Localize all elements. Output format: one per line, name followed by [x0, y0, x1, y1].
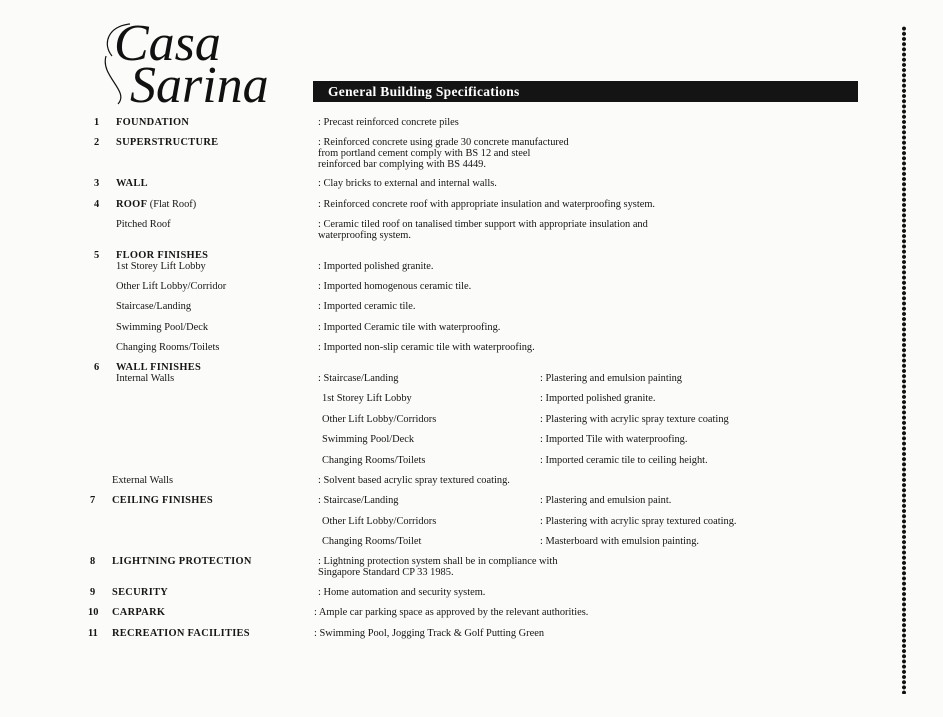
section-label: WALL FINISHES [116, 362, 202, 373]
section-number: 9 [90, 587, 96, 598]
finish-value: : Plastering with acrylic spray textured coating. [540, 516, 737, 527]
logo-line2: Sarina [130, 57, 269, 108]
section-number: 4 [94, 199, 100, 210]
section-value: : Reinforced concrete using grade 30 concrete manufactured from portland cement comply with BS 12 and steel reinforced bar complying with BS 4449. [318, 137, 569, 170]
roof-note: (Flat Roof) [149, 199, 197, 210]
section-label: CARPARK [112, 607, 166, 618]
internal-walls-label: Internal Walls [116, 373, 175, 384]
page-title: General Building Specifications [328, 84, 520, 99]
location-label: : Staircase/Landing [318, 495, 399, 506]
sub-label: Pitched Roof [116, 219, 171, 230]
location-label: 1st Storey Lift Lobby [322, 393, 412, 404]
location-label: Other Lift Lobby/Corridors [322, 516, 437, 527]
section-value: : Lightning protection system shall be in compliance with Singapore Standard CP 33 1985. [318, 556, 558, 578]
section-value: : Ceramic tiled roof on tanalised timber support with appropriate insulation and waterproofing system. [318, 219, 648, 241]
section-number: 1 [94, 117, 100, 128]
section-value: : Reinforced concrete roof with appropriate insulation and waterproofing system. [318, 199, 656, 210]
section-value: : Clay bricks to external and internal walls. [318, 178, 497, 189]
location-label: Changing Rooms/Toilet [322, 536, 422, 547]
finish-value: : Imported homogenous ceramic tile. [318, 281, 472, 292]
finish-value: : Imported non-slip ceramic tile with waterproofing. [318, 342, 535, 353]
section-number: 2 [94, 137, 100, 148]
area-label: Other Lift Lobby/Corridor [116, 281, 227, 292]
finish-value: : Imported ceramic tile to ceiling height. [540, 455, 708, 466]
location-label: : Staircase/Landing [318, 373, 399, 384]
finish-value: : Masterboard with emulsion painting. [540, 536, 700, 547]
section-value: : Home automation and security system. [318, 587, 486, 598]
area-label: Swimming Pool/Deck [116, 322, 209, 333]
location-label: Changing Rooms/Toilets [322, 455, 426, 466]
section-number: 6 [94, 362, 100, 373]
external-walls-label: External Walls [112, 475, 174, 486]
section-label: WALL [116, 178, 148, 189]
finish-value: : Imported Ceramic tile with waterproofing. [318, 322, 501, 333]
section-label: FLOOR FINISHES [116, 250, 209, 261]
section-label: SUPERSTRUCTURE [116, 137, 219, 148]
section-number: 11 [88, 628, 98, 639]
section-label: FOUNDATION [116, 117, 190, 128]
section-label: ROOF (Flat Roof) [116, 199, 197, 210]
section-value: : Precast reinforced concrete piles [318, 117, 459, 128]
section-number: 5 [94, 250, 100, 261]
finish-value: : Plastering and emulsion paint. [540, 495, 672, 506]
area-label: Changing Rooms/Toilets [116, 342, 220, 353]
section-number: 10 [88, 607, 99, 618]
section-number: 8 [90, 556, 96, 567]
section-label: LIGHTNING PROTECTION [112, 556, 252, 567]
section-value: : Swimming Pool, Jogging Track & Golf Putting Green [314, 628, 545, 639]
area-label: 1st Storey Lift Lobby [116, 261, 206, 272]
binding-dots [900, 26, 908, 694]
finish-value: : Imported polished granite. [318, 261, 434, 272]
finish-value: : Imported Tile with waterproofing. [540, 434, 688, 445]
logo-line1: Casa [114, 16, 221, 72]
location-label: Other Lift Lobby/Corridors [322, 414, 437, 425]
section-value: : Ample car parking space as approved by the relevant authorities. [314, 607, 589, 618]
section-label: SECURITY [112, 587, 169, 598]
location-label: Swimming Pool/Deck [322, 434, 415, 445]
section-label: RECREATION FACILITIES [112, 628, 250, 639]
section-number: 3 [94, 178, 100, 189]
finish-value: : Imported ceramic tile. [318, 301, 416, 312]
finish-value: : Plastering and emulsion painting [540, 373, 682, 384]
casa-sarina-logo [100, 16, 310, 108]
finish-value: : Solvent based acrylic spray textured coating. [318, 475, 510, 486]
section-label: CEILING FINISHES [112, 495, 213, 506]
area-label: Staircase/Landing [116, 301, 192, 312]
finish-value: : Imported polished granite. [540, 393, 656, 404]
title-bar [313, 81, 858, 102]
finish-value: : Plastering with acrylic spray texture coating [540, 414, 729, 425]
section-number: 7 [90, 495, 96, 506]
